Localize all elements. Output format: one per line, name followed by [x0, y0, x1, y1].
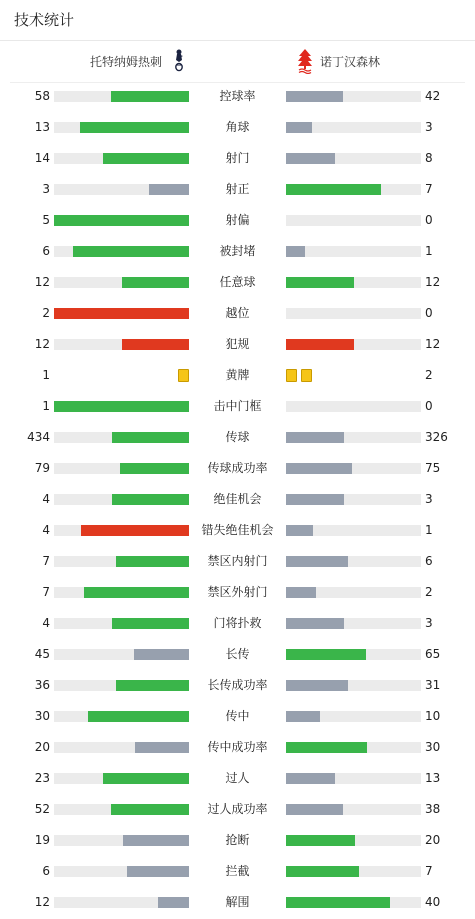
home-bar-track	[54, 463, 189, 474]
away-bar-fill	[286, 587, 316, 598]
home-value: 4	[42, 616, 50, 630]
stat-row-15	[0, 515, 475, 546]
home-value: 20	[34, 740, 50, 754]
home-value: 19	[34, 833, 50, 847]
away-value: 12	[425, 337, 441, 351]
stat-row-1	[0, 81, 475, 112]
home-bar-track	[54, 556, 189, 567]
away-bar-track	[286, 649, 421, 660]
away-bar-track	[286, 866, 421, 877]
home-bar-track	[54, 680, 189, 691]
home-team-name: 托特纳姆热刺	[90, 54, 163, 69]
stat-row-14	[0, 484, 475, 515]
away-value: 1	[425, 523, 433, 537]
away-value: 38	[425, 802, 441, 816]
home-bar-fill	[88, 711, 189, 722]
away-value: 2	[425, 585, 433, 599]
stat-label: 被封堵	[219, 244, 256, 258]
away-value: 20	[425, 833, 441, 847]
away-bar-fill	[286, 866, 359, 877]
home-value: 14	[34, 151, 50, 165]
away-value: 40	[425, 895, 441, 909]
away-team-header	[296, 47, 380, 75]
home-bar-fill	[103, 153, 189, 164]
home-bar-track	[54, 711, 189, 722]
away-bar-track	[286, 835, 421, 846]
away-team-name: 诺丁汉森林	[320, 54, 381, 69]
stat-row-13	[0, 453, 475, 484]
away-value: 326	[425, 430, 448, 444]
home-bar-fill	[122, 339, 190, 350]
home-value: 12	[34, 895, 50, 909]
home-bar-track	[54, 215, 189, 226]
away-value: 7	[425, 864, 433, 878]
away-bar-fill	[286, 525, 313, 536]
page-title: 技术统计	[14, 11, 75, 29]
stats-list	[0, 81, 475, 918]
away-value: 8	[425, 151, 433, 165]
stat-label: 射偏	[225, 213, 250, 227]
away-yellow-cards	[286, 369, 312, 382]
home-bar-track	[54, 339, 189, 350]
away-value: 13	[425, 771, 441, 785]
stat-label: 长传	[225, 647, 250, 661]
home-bar-fill	[135, 742, 189, 753]
away-value: 6	[425, 554, 433, 568]
home-bar-track	[54, 401, 189, 412]
stat-row-12	[0, 422, 475, 453]
away-bar-fill	[286, 773, 335, 784]
home-bar-fill	[111, 91, 189, 102]
away-bar-fill	[286, 463, 352, 474]
home-value: 12	[34, 337, 50, 351]
away-bar-track	[286, 556, 421, 567]
home-bar-track	[54, 804, 189, 815]
home-bar-track	[54, 153, 189, 164]
home-bar-fill	[73, 246, 189, 257]
home-value: 7	[42, 585, 50, 599]
away-bar-fill	[286, 494, 344, 505]
away-value: 0	[425, 213, 433, 227]
yellow-card-icon	[286, 369, 297, 382]
away-bar-track	[286, 587, 421, 598]
away-bar-track	[286, 339, 421, 350]
home-value: 23	[34, 771, 50, 785]
home-bar-track	[54, 866, 189, 877]
away-bar-fill	[286, 804, 343, 815]
away-bar-track	[286, 184, 421, 195]
away-bar-fill	[286, 153, 335, 164]
away-bar-track	[286, 618, 421, 629]
stat-row-11	[0, 391, 475, 422]
away-bar-fill	[286, 246, 305, 257]
away-bar-track	[286, 742, 421, 753]
away-bar-track	[286, 246, 421, 257]
away-value: 0	[425, 399, 433, 413]
home-value: 58	[34, 89, 50, 103]
stat-label: 传中	[225, 709, 250, 723]
away-value: 3	[425, 492, 433, 506]
home-bar-fill	[127, 866, 189, 877]
stat-row-17	[0, 577, 475, 608]
home-bar-fill	[111, 804, 189, 815]
home-bar-track	[54, 184, 189, 195]
home-bar-fill	[84, 587, 189, 598]
home-value: 434	[27, 430, 50, 444]
away-bar-track	[286, 308, 421, 319]
away-bar-fill	[286, 680, 348, 691]
home-bar-fill	[112, 618, 189, 629]
away-value: 75	[425, 461, 441, 475]
home-bar-track	[54, 897, 189, 908]
stat-label: 解围	[225, 895, 250, 909]
home-bar-fill	[120, 463, 189, 474]
stat-label: 传球成功率	[207, 461, 268, 475]
away-value: 3	[425, 120, 433, 134]
away-bar-fill	[286, 835, 355, 846]
home-bar-track	[54, 122, 189, 133]
home-bar-fill	[112, 432, 189, 443]
home-team-header	[90, 47, 188, 75]
stat-row-24	[0, 794, 475, 825]
stat-row-5	[0, 205, 475, 236]
stat-label: 任意球	[219, 275, 256, 289]
home-value: 2	[42, 306, 50, 320]
away-bar-fill	[286, 184, 381, 195]
home-value: 7	[42, 554, 50, 568]
stat-row-20	[0, 670, 475, 701]
stat-label: 门将扑救	[213, 616, 262, 630]
away-bar-fill	[286, 277, 354, 288]
home-bar-track	[54, 835, 189, 846]
home-value: 1	[42, 368, 50, 382]
stat-row-18	[0, 608, 475, 639]
home-value: 12	[34, 275, 50, 289]
away-bar-fill	[286, 649, 366, 660]
home-yellow-cards	[178, 369, 189, 382]
stat-label: 击中门框	[213, 399, 262, 413]
home-value: 6	[42, 864, 50, 878]
home-value: 45	[34, 647, 50, 661]
stat-label: 越位	[225, 306, 250, 320]
home-value: 6	[42, 244, 50, 258]
away-bar-track	[286, 91, 421, 102]
stat-row-2	[0, 112, 475, 143]
away-bar-track	[286, 804, 421, 815]
home-bar-track	[54, 773, 189, 784]
away-value: 1	[425, 244, 433, 258]
away-bar-track	[286, 463, 421, 474]
home-value: 1	[42, 399, 50, 413]
stat-label: 犯规	[225, 337, 250, 351]
home-bar-track	[54, 246, 189, 257]
home-bar-fill	[54, 308, 189, 319]
stat-label: 错失绝佳机会	[201, 523, 274, 537]
stat-label: 射门	[225, 151, 250, 165]
away-bar-fill	[286, 742, 367, 753]
home-bar-fill	[103, 773, 189, 784]
stat-row-27	[0, 887, 475, 918]
home-bar-fill	[116, 680, 189, 691]
away-bar-track	[286, 711, 421, 722]
home-bar-fill	[112, 494, 189, 505]
home-bar-fill	[81, 525, 189, 536]
away-value: 65	[425, 647, 441, 661]
home-bar-track	[54, 308, 189, 319]
home-bar-track	[54, 587, 189, 598]
home-bar-track	[54, 494, 189, 505]
stat-row-6	[0, 236, 475, 267]
away-value: 30	[425, 740, 441, 754]
home-value: 30	[34, 709, 50, 723]
stat-label: 控球率	[219, 89, 256, 103]
home-bar-track	[54, 277, 189, 288]
stat-label: 长传成功率	[207, 678, 268, 692]
home-bar-fill	[134, 649, 189, 660]
home-bar-fill	[158, 897, 189, 908]
away-bar-track	[286, 773, 421, 784]
stat-label: 拦截	[225, 864, 250, 878]
title-divider	[0, 40, 475, 41]
yellow-card-icon	[301, 369, 312, 382]
away-bar-fill	[286, 711, 320, 722]
home-value: 13	[34, 120, 50, 134]
home-value: 4	[42, 492, 50, 506]
stat-row-21	[0, 701, 475, 732]
stat-label: 传球	[225, 430, 250, 444]
home-value: 36	[34, 678, 50, 692]
home-bar-fill	[54, 401, 189, 412]
home-bar-fill	[123, 835, 189, 846]
away-bar-fill	[286, 897, 390, 908]
home-bar-fill	[122, 277, 190, 288]
away-value: 42	[425, 89, 441, 103]
home-value: 4	[42, 523, 50, 537]
home-value: 79	[34, 461, 50, 475]
stat-row-23	[0, 763, 475, 794]
nottingham-forest-tree-icon	[296, 48, 314, 74]
stat-label: 抢断	[225, 833, 250, 847]
home-bar-track	[54, 432, 189, 443]
stat-label: 过人	[225, 771, 250, 785]
away-bar-track	[286, 215, 421, 226]
yellow-card-icon	[178, 369, 189, 382]
tottenham-cockerel-icon	[170, 48, 188, 74]
away-bar-fill	[286, 556, 348, 567]
stat-row-10	[0, 360, 475, 391]
home-bar-track	[54, 618, 189, 629]
home-bar-track	[54, 525, 189, 536]
stat-label: 传中成功率	[207, 740, 268, 754]
away-bar-track	[286, 897, 421, 908]
stat-row-3	[0, 143, 475, 174]
away-value: 2	[425, 368, 433, 382]
stat-row-8	[0, 298, 475, 329]
stat-row-16	[0, 546, 475, 577]
stat-label: 禁区内射门	[207, 554, 268, 568]
away-bar-fill	[286, 618, 344, 629]
stat-label: 禁区外射门	[207, 585, 268, 599]
away-value: 0	[425, 306, 433, 320]
home-bar-track	[54, 649, 189, 660]
away-value: 12	[425, 275, 441, 289]
away-bar-track	[286, 122, 421, 133]
away-value: 31	[425, 678, 441, 692]
stat-row-26	[0, 856, 475, 887]
away-bar-fill	[286, 91, 343, 102]
home-bar-fill	[116, 556, 189, 567]
home-bar-track	[54, 91, 189, 102]
away-bar-fill	[286, 122, 312, 133]
stat-label: 角球	[225, 120, 250, 134]
away-bar-track	[286, 525, 421, 536]
away-bar-track	[286, 680, 421, 691]
home-value: 3	[42, 182, 50, 196]
away-bar-track	[286, 277, 421, 288]
home-value: 5	[42, 213, 50, 227]
away-bar-track	[286, 153, 421, 164]
stat-row-4	[0, 174, 475, 205]
stat-label: 射正	[225, 182, 250, 196]
stat-label: 过人成功率	[207, 802, 268, 816]
away-bar-track	[286, 494, 421, 505]
away-value: 7	[425, 182, 433, 196]
stat-row-7	[0, 267, 475, 298]
home-bar-fill	[149, 184, 190, 195]
away-bar-fill	[286, 432, 344, 443]
away-value: 3	[425, 616, 433, 630]
stat-row-19	[0, 639, 475, 670]
home-bar-fill	[80, 122, 189, 133]
home-bar-fill	[54, 215, 189, 226]
home-value: 52	[34, 802, 50, 816]
away-bar-track	[286, 401, 421, 412]
away-bar-track	[286, 432, 421, 443]
home-bar-track	[54, 742, 189, 753]
stat-label: 黄牌	[225, 368, 250, 382]
away-value: 10	[425, 709, 441, 723]
stat-row-22	[0, 732, 475, 763]
stat-label: 绝佳机会	[213, 492, 262, 506]
away-bar-fill	[286, 339, 354, 350]
stat-row-9	[0, 329, 475, 360]
stat-row-25	[0, 825, 475, 856]
